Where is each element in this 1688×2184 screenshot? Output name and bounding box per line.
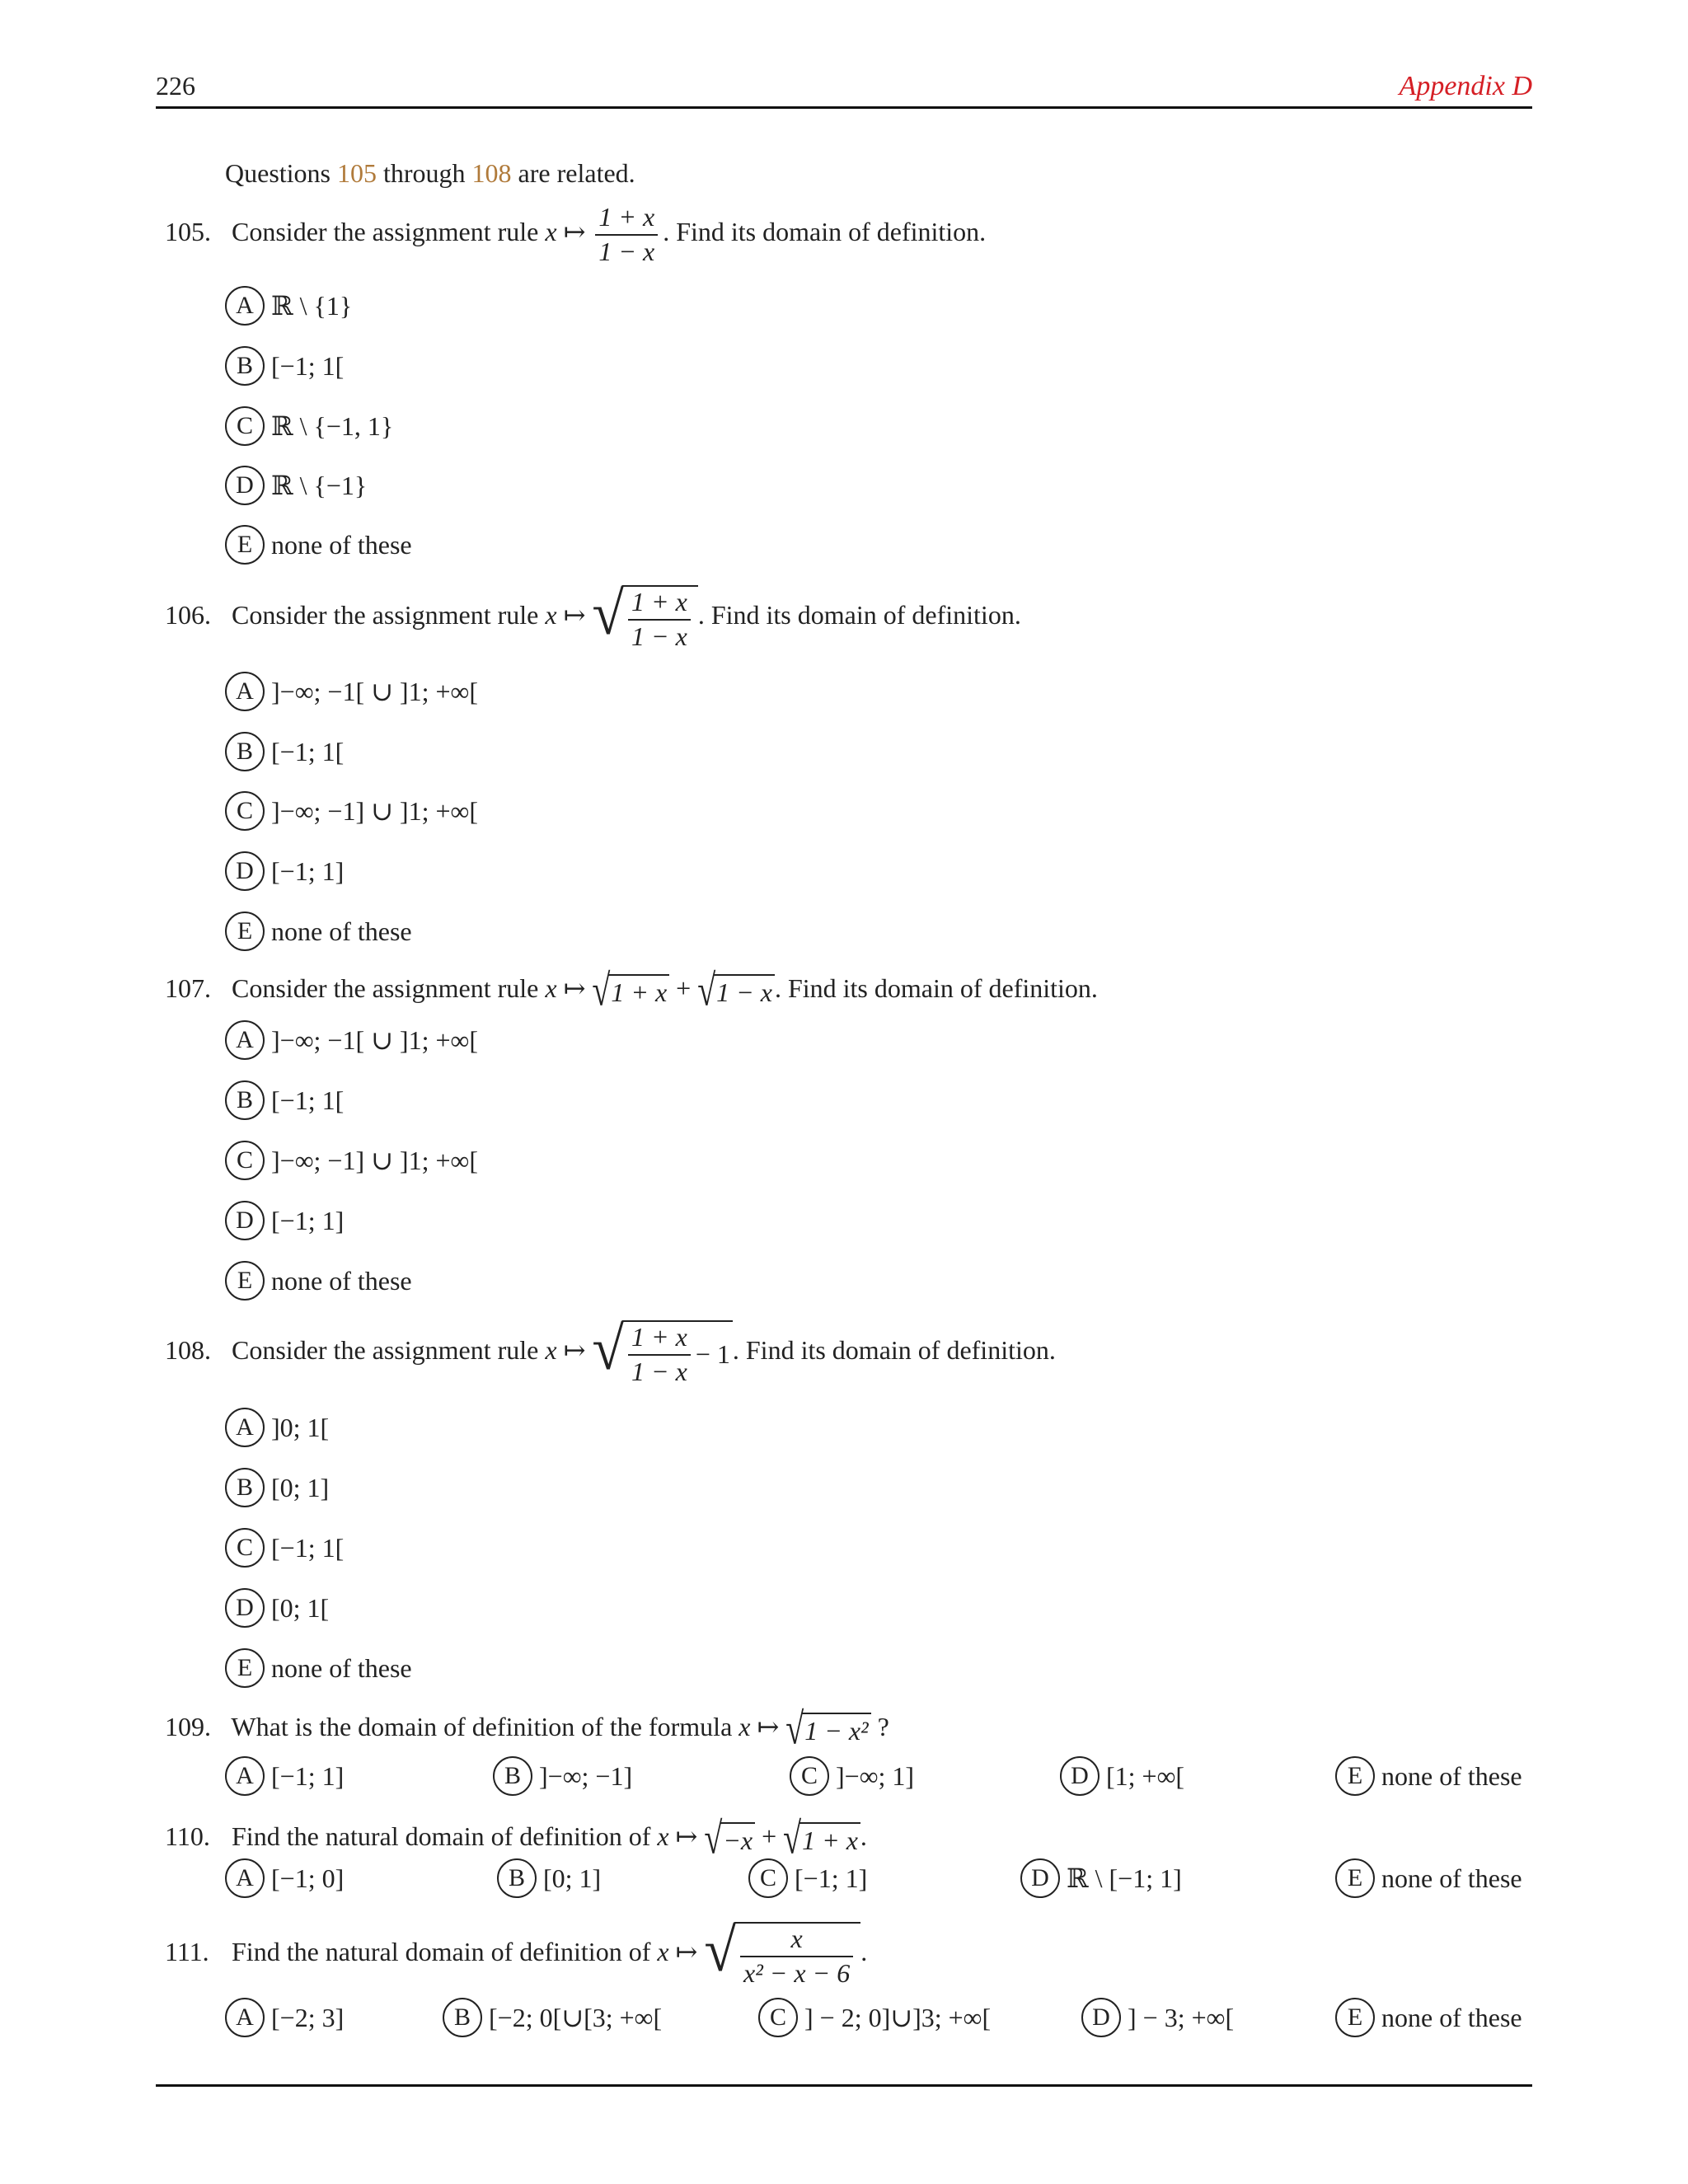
answer-choice[interactable]: [1020, 1858, 1182, 1898]
answer-choice[interactable]: [758, 1998, 991, 2037]
choice-text: none of these: [1381, 2002, 1522, 2032]
choice-text: ]−∞; −1]: [539, 1760, 633, 1791]
choice-letter-bubble[interactable]: C: [790, 1756, 829, 1796]
question-ref-link[interactable]: 108: [471, 158, 512, 188]
answer-choice[interactable]: [225, 1648, 412, 1688]
question-108: [165, 1315, 1056, 1386]
choice-text: ] − 3; +∞[: [1128, 2002, 1235, 2032]
answer-choice[interactable]: [225, 1141, 478, 1180]
answer-choice[interactable]: [225, 1588, 329, 1628]
choice-text: ℝ \ [−1; 1]: [1067, 1863, 1182, 1893]
radicand: 1 + x: [608, 974, 669, 1008]
choice-text: none of these: [271, 529, 412, 560]
answer-choice[interactable]: [748, 1858, 867, 1898]
choice-text: [−1; 1[: [271, 350, 345, 381]
choice-text: [0; 1[: [271, 1592, 330, 1623]
choice-text: none of these: [271, 1652, 412, 1683]
choice-text: none of these: [1381, 1863, 1522, 1893]
answer-choice[interactable]: [225, 406, 393, 446]
answer-choice[interactable]: [225, 466, 367, 505]
fraction: [740, 1925, 853, 1987]
choice-letter-bubble[interactable]: C: [225, 1528, 265, 1568]
choice-text: ]−∞; −1] ∪ ]1; +∞[: [271, 1146, 478, 1175]
question-number: 106.: [165, 599, 211, 630]
math-map: x ↦: [657, 1936, 698, 1966]
question-number: 105.: [165, 216, 211, 246]
choice-letter-bubble[interactable]: A: [225, 286, 265, 326]
fraction-numerator: 1 + x: [631, 1322, 687, 1352]
answer-choice[interactable]: [1335, 1858, 1522, 1898]
answer-choice[interactable]: [225, 1998, 344, 2037]
answer-choice[interactable]: [225, 286, 352, 326]
choice-letter-bubble[interactable]: A: [225, 1408, 265, 1447]
header-rule: [156, 106, 1532, 109]
choice-letter-bubble[interactable]: B: [225, 1468, 265, 1507]
question-105: [165, 204, 986, 265]
fraction-denominator: 1 − x: [628, 619, 691, 651]
choice-letter-bubble[interactable]: A: [225, 1756, 265, 1796]
question-suffix: . Find its domain of definition.: [697, 599, 1021, 630]
radicand: −x: [720, 1822, 755, 1856]
choice-text: [0; 1]: [543, 1863, 602, 1893]
fraction-denominator: x² − x − 6: [740, 1956, 853, 1988]
choice-letter-bubble[interactable]: E: [225, 1261, 265, 1301]
answer-choice[interactable]: [225, 851, 344, 891]
question-number: 107.: [165, 973, 211, 1003]
choice-letter-bubble[interactable]: C: [758, 1998, 798, 2037]
question-suffix: ?: [870, 1712, 889, 1741]
math-map: x ↦: [545, 216, 586, 246]
answer-choice[interactable]: [225, 1080, 344, 1120]
radical-sign-icon: √: [783, 1812, 802, 1863]
choice-letter-bubble[interactable]: B: [225, 732, 265, 771]
choice-text: ℝ \ {−1, 1}: [271, 411, 394, 441]
choice-letter-bubble[interactable]: C: [225, 791, 265, 831]
answer-choice[interactable]: [225, 1756, 344, 1796]
choice-letter-bubble[interactable]: B: [443, 1998, 482, 2037]
fraction: [595, 204, 658, 265]
choice-letter-bubble[interactable]: E: [1335, 1998, 1375, 2037]
radical-sign-icon: √: [704, 1812, 723, 1863]
question-suffix: . Find its domain of definition.: [732, 1334, 1056, 1365]
radical-sign-icon: √: [697, 964, 716, 1015]
radicand: 1 − x²: [802, 1713, 870, 1746]
answer-choice[interactable]: [225, 912, 412, 951]
choice-letter-bubble[interactable]: E: [1335, 1858, 1375, 1898]
square-root: [592, 1315, 732, 1386]
choice-letter-bubble[interactable]: D: [225, 1588, 265, 1628]
choice-letter-bubble[interactable]: C: [225, 1141, 265, 1180]
question-107: [165, 964, 1098, 1015]
choice-text: ]−∞; −1[ ∪ ]1; +∞[: [271, 1025, 478, 1055]
question-suffix: .: [860, 1821, 867, 1851]
math-map: x ↦: [545, 973, 586, 1003]
square-root: [592, 579, 697, 651]
choice-letter-bubble[interactable]: C: [225, 406, 265, 446]
answer-choice[interactable]: [225, 1468, 329, 1507]
question-prompt: Find the natural domain of definition of: [232, 1936, 651, 1966]
question-suffix: . Find its domain of definition.: [774, 973, 1098, 1003]
choice-letter-bubble[interactable]: E: [1335, 1756, 1375, 1796]
choice-text: ℝ \ {−1}: [271, 471, 368, 500]
answer-choice[interactable]: [1081, 1998, 1234, 2037]
square-root: [704, 1916, 860, 1988]
choice-text: ℝ \ {1}: [271, 291, 353, 321]
choice-text: ]−∞; −1] ∪ ]1; +∞[: [271, 796, 478, 826]
answer-choice[interactable]: [1060, 1756, 1184, 1796]
square-root: [785, 1703, 870, 1754]
radical-sign-icon: √: [592, 964, 611, 1015]
answer-choice[interactable]: [225, 791, 478, 831]
choice-letter-bubble[interactable]: C: [748, 1858, 788, 1898]
choice-letter-bubble[interactable]: D: [1060, 1756, 1100, 1796]
choice-letter-bubble[interactable]: A: [225, 1020, 265, 1060]
answer-choice[interactable]: [225, 1201, 344, 1240]
choice-text: none of these: [271, 916, 412, 946]
question-suffix: .: [860, 1936, 868, 1966]
choice-letter-bubble[interactable]: D: [225, 466, 265, 505]
answer-choice[interactable]: [225, 525, 412, 565]
answer-choice[interactable]: [225, 346, 344, 386]
choice-letter-bubble[interactable]: A: [225, 672, 265, 711]
plus-sign: +: [676, 973, 692, 1003]
question-number: 108.: [165, 1334, 211, 1365]
question-number: 109.: [165, 1712, 211, 1741]
choice-text: [−1; 1[: [271, 736, 345, 766]
choice-letter-bubble[interactable]: D: [1081, 1998, 1121, 2037]
intro-note: [225, 158, 635, 189]
answer-choice[interactable]: [493, 1756, 632, 1796]
question-number: 111.: [165, 1936, 209, 1966]
answer-choice[interactable]: [443, 1998, 662, 2037]
choice-text: [−1; 1[: [271, 1532, 345, 1563]
question-109: [165, 1703, 889, 1754]
fraction-numerator: 1 + x: [598, 202, 655, 232]
intro-middle: through: [383, 158, 466, 188]
square-root: [592, 964, 669, 1015]
choice-text: [1; +∞[: [1106, 1760, 1185, 1791]
math-map: x ↦: [545, 1334, 586, 1365]
choice-text: none of these: [271, 1265, 412, 1296]
radical-sign-icon: √: [704, 1916, 736, 1985]
answer-choice[interactable]: [225, 1261, 412, 1301]
radical-sign-icon: √: [592, 579, 625, 648]
choice-text: [−1; 1]: [271, 855, 345, 886]
choice-text: [−2; 3]: [271, 2002, 345, 2032]
fraction-denominator: 1 − x: [628, 1354, 691, 1386]
choice-text: [−1; 1]: [271, 1760, 345, 1791]
radical-sign-icon: √: [592, 1315, 625, 1383]
question-111: [165, 1916, 868, 1988]
page-number: 226: [156, 71, 195, 101]
answer-choice[interactable]: [225, 1858, 344, 1898]
choice-text: [−1; 0]: [271, 1863, 345, 1893]
answer-choice[interactable]: [790, 1756, 914, 1796]
intro-prefix: Questions: [225, 158, 331, 188]
choice-letter-bubble[interactable]: E: [225, 1648, 265, 1688]
running-head: Appendix D: [1399, 71, 1532, 101]
math-map: x ↦: [657, 1821, 698, 1851]
choice-text: [−2; 0[∪[3; +∞[: [489, 2003, 663, 2032]
plus-sign: +: [762, 1821, 777, 1851]
square-root: [783, 1812, 860, 1863]
answer-choice[interactable]: [1335, 1756, 1522, 1796]
radicand: [622, 1320, 733, 1385]
choice-letter-bubble[interactable]: B: [225, 1080, 265, 1120]
choice-letter-bubble[interactable]: E: [225, 912, 265, 951]
choice-letter-bubble[interactable]: A: [225, 1998, 265, 2037]
choice-text: [−1; 1]: [271, 1205, 345, 1235]
radicand: 1 + x: [799, 1822, 860, 1856]
choice-letter-bubble[interactable]: D: [225, 851, 265, 891]
fraction: [628, 1324, 691, 1385]
choice-text: none of these: [1381, 1760, 1522, 1791]
square-root: [697, 964, 775, 1015]
question-prompt: Find the natural domain of definition of: [232, 1821, 651, 1851]
question-prompt: Consider the assignment rule: [232, 216, 539, 246]
choice-letter-bubble[interactable]: B: [497, 1858, 537, 1898]
question-106: [165, 579, 1021, 651]
fraction: [628, 588, 691, 650]
minus-term: − 1: [695, 1339, 730, 1370]
choice-text: ]−∞; −1[ ∪ ]1; +∞[: [271, 677, 478, 706]
choice-text: ]0; 1[: [271, 1412, 330, 1442]
choice-text: ]−∞; 1]: [836, 1760, 915, 1791]
answer-choice[interactable]: [1335, 1998, 1522, 2037]
radicand: [622, 585, 698, 650]
fraction-denominator: 1 − x: [595, 234, 658, 266]
question-ref-link[interactable]: 105: [337, 158, 377, 188]
answer-choice[interactable]: [225, 1020, 478, 1060]
question-prompt: Consider the assignment rule: [232, 1334, 539, 1365]
choice-text: [−1; 1[: [271, 1085, 345, 1115]
choice-letter-bubble[interactable]: B: [493, 1756, 532, 1796]
answer-choice[interactable]: [225, 732, 344, 771]
choice-letter-bubble[interactable]: B: [225, 346, 265, 386]
radicand: 1 − x: [714, 974, 775, 1008]
question-prompt: Consider the assignment rule: [232, 973, 539, 1003]
math-map: x ↦: [738, 1712, 780, 1741]
question-110: [165, 1812, 867, 1863]
choice-text: ] − 2; 0]∪]3; +∞[: [804, 2003, 992, 2032]
question-prompt: What is the domain of definition of the formula: [231, 1712, 733, 1741]
choice-text: [0; 1]: [271, 1472, 330, 1502]
answer-choice[interactable]: [225, 672, 478, 711]
radical-sign-icon: √: [785, 1703, 804, 1754]
choice-letter-bubble[interactable]: D: [1020, 1858, 1060, 1898]
choice-letter-bubble[interactable]: D: [225, 1201, 265, 1240]
footer-rule: [156, 2084, 1532, 2087]
choice-letter-bubble[interactable]: A: [225, 1858, 265, 1898]
answer-choice[interactable]: [225, 1528, 344, 1568]
intro-suffix: are related.: [518, 158, 635, 188]
question-suffix: . Find its domain of definition.: [663, 216, 987, 246]
question-prompt: Consider the assignment rule: [232, 599, 539, 630]
choice-letter-bubble[interactable]: E: [225, 525, 265, 565]
fraction-numerator: 1 + x: [631, 587, 687, 616]
answer-choice[interactable]: [225, 1408, 329, 1447]
square-root: [704, 1812, 755, 1863]
choice-text: [−1; 1]: [795, 1863, 868, 1893]
answer-choice[interactable]: [497, 1858, 601, 1898]
fraction-numerator: x: [790, 1924, 803, 1953]
radicand: [734, 1922, 860, 1987]
question-number: 110.: [165, 1821, 210, 1851]
math-map: x ↦: [545, 599, 586, 630]
